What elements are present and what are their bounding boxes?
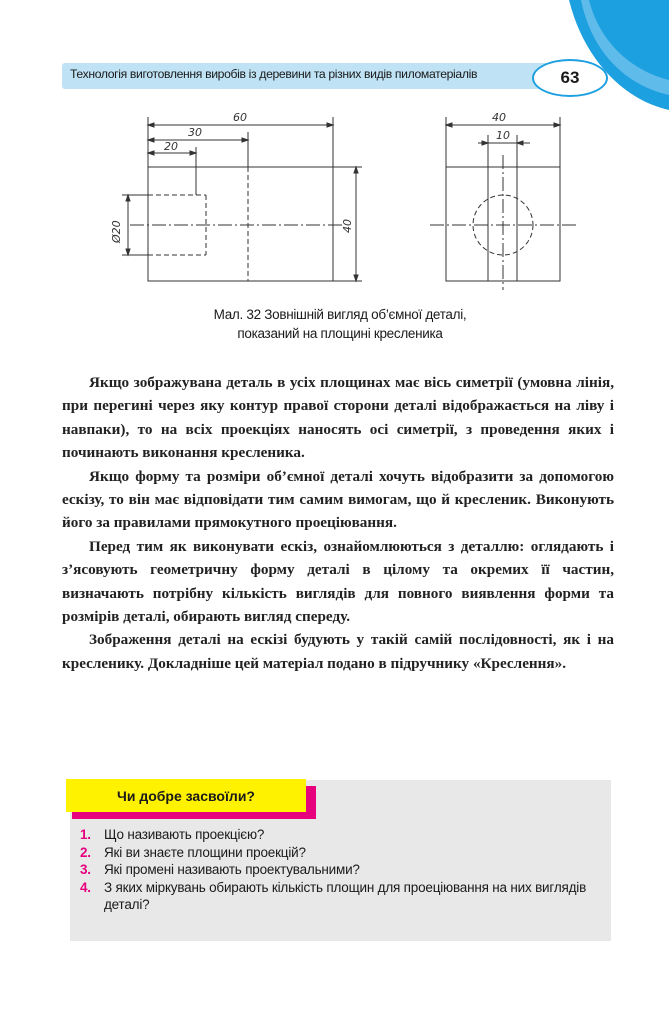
dim-20: 20: [164, 140, 178, 153]
review-badge-title: Чи добре засвоїли?: [117, 787, 255, 804]
review-questions-list: [80, 826, 605, 914]
question-number: 4.: [80, 879, 91, 895]
technical-drawing-figure: [100, 105, 580, 295]
list-item: [80, 826, 605, 844]
page-number-label: 63: [560, 68, 580, 87]
review-badge: [66, 779, 306, 812]
dim-side-40: 40: [492, 111, 506, 124]
question-text: Які промені називають проектувальними?: [104, 862, 360, 877]
page-number: [532, 59, 608, 97]
question-text: Які ви знаєте площини проекцій?: [104, 844, 306, 860]
dim-side-10: 10: [496, 129, 510, 142]
paragraph: Зображення деталі на ескізі будують у такій самій послідовності, як і на кресленику. Докладніше цей матеріал подано в підручнику «Креслення».: [62, 631, 614, 672]
question-number: 3.: [80, 862, 91, 877]
dim-diameter: Ø20: [110, 220, 123, 243]
paragraph: Перед тим як виконувати ескіз, ознайомлюються з деталлю: оглядають і з’ясовують геометричну форму деталі в цілому та окремих її частин, визначають потрібну кількість виглядів для повного виявлення форми та розмірів деталі, обирають вигляд спереду.: [62, 537, 614, 626]
list-item: [80, 844, 605, 862]
question-number: 2.: [80, 844, 91, 860]
front-view-outline: [148, 167, 333, 281]
dim-30: 30: [188, 126, 202, 139]
question-text: Що називають проекцією?: [104, 827, 265, 842]
dim-height-40: 40: [341, 219, 354, 233]
paragraph: Якщо зображувана деталь в усіх площинах має вісь симетрії (умовна лінія, при перегині через яку контур правої сторони деталі відображається на ліву і навпаки), то на всіх проекціях наносять осі симетрії, з проведення яких і починають виконання кресленика.: [62, 374, 614, 462]
question-text: З яких міркувань обирають кількість площин для проеціювання на них виглядів деталі?: [104, 879, 587, 912]
figure-caption-line-2: показаний на площині кресленика: [237, 326, 443, 341]
list-item: [80, 861, 605, 879]
dim-60: 60: [233, 111, 247, 124]
list-item: [80, 879, 605, 914]
paragraph: Якщо форму та розміри об’ємної деталі хочуть відобразити за допомогою ескізу, то він має відповідати тим самим вимогам, що й кресленик. Виконують його за правилами прямокутного проеціювання.: [62, 467, 614, 532]
question-number: 1.: [80, 827, 91, 842]
figure-caption-line-1: Мал. 32 Зовнішній вигляд об’ємної деталі,: [213, 307, 467, 322]
running-header-title: Технологія виготовлення виробів із деревини та різних видів пиломатеріалів: [70, 67, 478, 81]
body-text: [62, 371, 614, 675]
figure-caption: [140, 305, 540, 343]
